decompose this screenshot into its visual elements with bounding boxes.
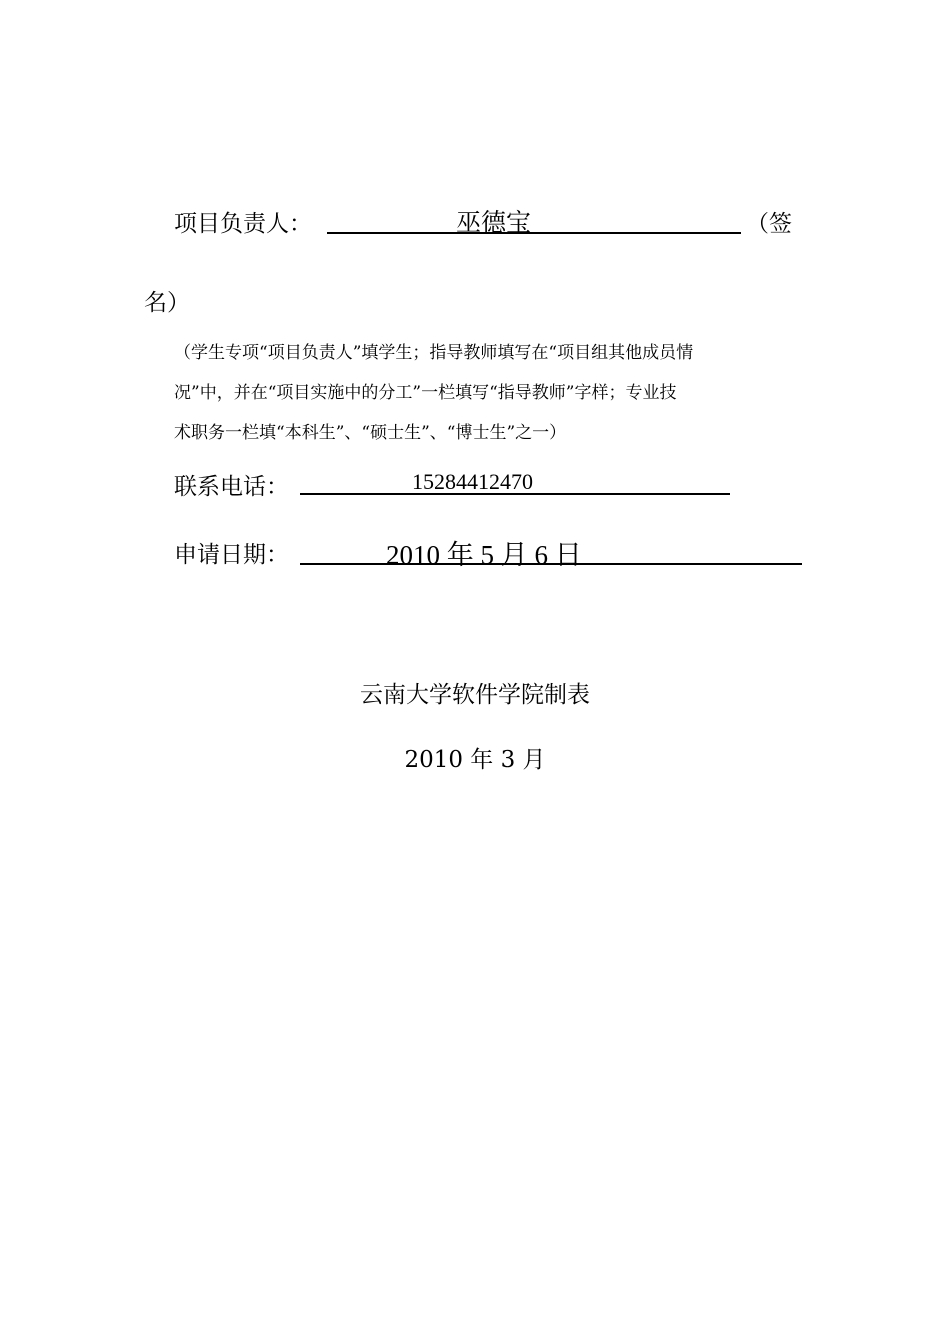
instruction-line-2: 况”中，并在“项目实施中的分工”一栏填写“指导教师”字样；专业技 (174, 383, 677, 403)
leader-underline (327, 206, 741, 234)
maker-text: 云南大学软件学院制表 (360, 682, 590, 708)
instruction-line-3: 术职务一栏填“本科生”、“硕士生”、“博士生”之一） (174, 423, 567, 443)
leader-label: 项目负责人： (174, 211, 312, 237)
date-value: 2010 年 5 月 6 日 (386, 540, 582, 570)
instruction-note (174, 333, 693, 453)
phone-label: 联系电话： (174, 474, 289, 500)
instruction-line-1: （学生专项“项目负责人”填学生；指导教师填写在“项目组其他成员情 (174, 343, 694, 363)
sign-open-text: （签 (746, 211, 792, 237)
form-date-text: 2010 年 3 月 (404, 747, 546, 773)
leader-name: 巫德宝 (456, 208, 532, 237)
date-label: 申请日期： (174, 542, 289, 568)
phone-value: 15284412470 (412, 469, 533, 494)
sign-close-text: 名） (144, 290, 190, 316)
